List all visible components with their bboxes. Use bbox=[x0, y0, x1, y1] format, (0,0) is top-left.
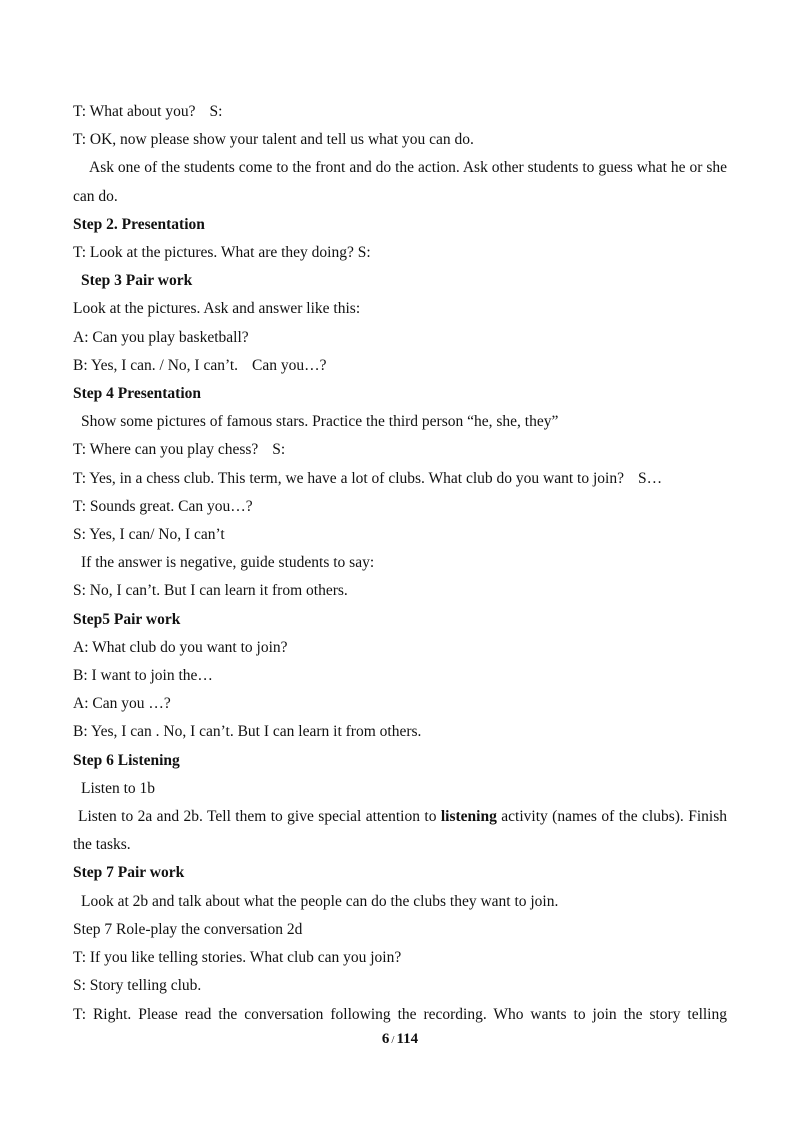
line-text: S… bbox=[637, 469, 663, 487]
text-line bbox=[73, 352, 727, 380]
text-line: A: Can you play basketball? bbox=[73, 328, 249, 346]
line-text: T: Where can you play chess? bbox=[73, 441, 259, 459]
heading-step-7: Step 7 Pair work bbox=[73, 864, 185, 882]
text-line: If the answer is negative, guide students to say: bbox=[81, 554, 375, 572]
paragraph bbox=[73, 803, 727, 859]
current-page: 6 bbox=[381, 1031, 390, 1047]
text-line: A: Can you …? bbox=[73, 695, 171, 713]
text-line: Step 7 Role-play the conversation 2d bbox=[73, 920, 303, 938]
text-line: S: Story telling club. bbox=[73, 977, 202, 995]
line-text: S: bbox=[209, 103, 223, 120]
heading-step-6: Step 6 Listening bbox=[73, 751, 180, 769]
total-pages: 114 bbox=[396, 1031, 419, 1047]
text-line: B: I want to join the… bbox=[73, 667, 213, 685]
line-text: Can you…? bbox=[252, 356, 327, 374]
text-line: S: No, I can’t. But I can learn it from others. bbox=[73, 582, 348, 600]
line-text: B: Yes, I can. / No, I can’t. bbox=[73, 356, 239, 374]
text-line: T: Look at the pictures. What are they doing? S: bbox=[73, 244, 371, 262]
line-text: T: What about you? bbox=[73, 103, 196, 120]
line-text: S: bbox=[272, 441, 286, 459]
text-line: T: If you like telling stories. What club can you join? bbox=[73, 949, 402, 967]
text-line: B: Yes, I can . No, I can’t. But I can learn it from others. bbox=[73, 723, 422, 741]
page-number bbox=[0, 1031, 800, 1048]
text-line: Listen to 1b bbox=[81, 779, 156, 797]
text-line: A: What club do you want to join? bbox=[73, 638, 288, 656]
text-line: Show some pictures of famous stars. Practice the third person “he, she, they” bbox=[81, 413, 559, 431]
line-text: T: Yes, in a chess club. This term, we have a lot of clubs. What club do you want to join? bbox=[73, 469, 624, 487]
heading-step-2: Step 2. Presentation bbox=[73, 215, 205, 233]
text-line bbox=[73, 465, 727, 493]
text-line: T: Sounds great. Can you…? bbox=[73, 497, 253, 515]
text-line bbox=[73, 98, 727, 126]
document-body bbox=[73, 98, 727, 1029]
text-line: T: Right. Please read the conversation following the recording. Who wants to join the story telling bbox=[73, 1005, 727, 1023]
page-separator: / bbox=[391, 1034, 395, 1046]
line-text: Listen to 2a and 2b. Tell them to give special attention to bbox=[78, 808, 437, 826]
text-line: Look at the pictures. Ask and answer like this: bbox=[73, 300, 361, 318]
line-text: activity (names of the clubs). Finish the tasks. bbox=[73, 808, 727, 854]
bold-keyword: listening bbox=[440, 808, 497, 826]
heading-step-5: Step5 Pair work bbox=[73, 610, 181, 628]
paragraph: Ask one of the students come to the front and do the action. Ask other students to guess what he or she can do. bbox=[73, 159, 727, 205]
text-line: T: OK, now please show your talent and tell us what you can do. bbox=[73, 131, 474, 149]
text-line: S: Yes, I can/ No, I can’t bbox=[73, 526, 225, 544]
text-line bbox=[73, 436, 727, 464]
text-line: Look at 2b and talk about what the people can do the clubs they want to join. bbox=[81, 892, 559, 910]
heading-step-4: Step 4 Presentation bbox=[73, 385, 202, 403]
heading-step-3: Step 3 Pair work bbox=[81, 272, 193, 290]
